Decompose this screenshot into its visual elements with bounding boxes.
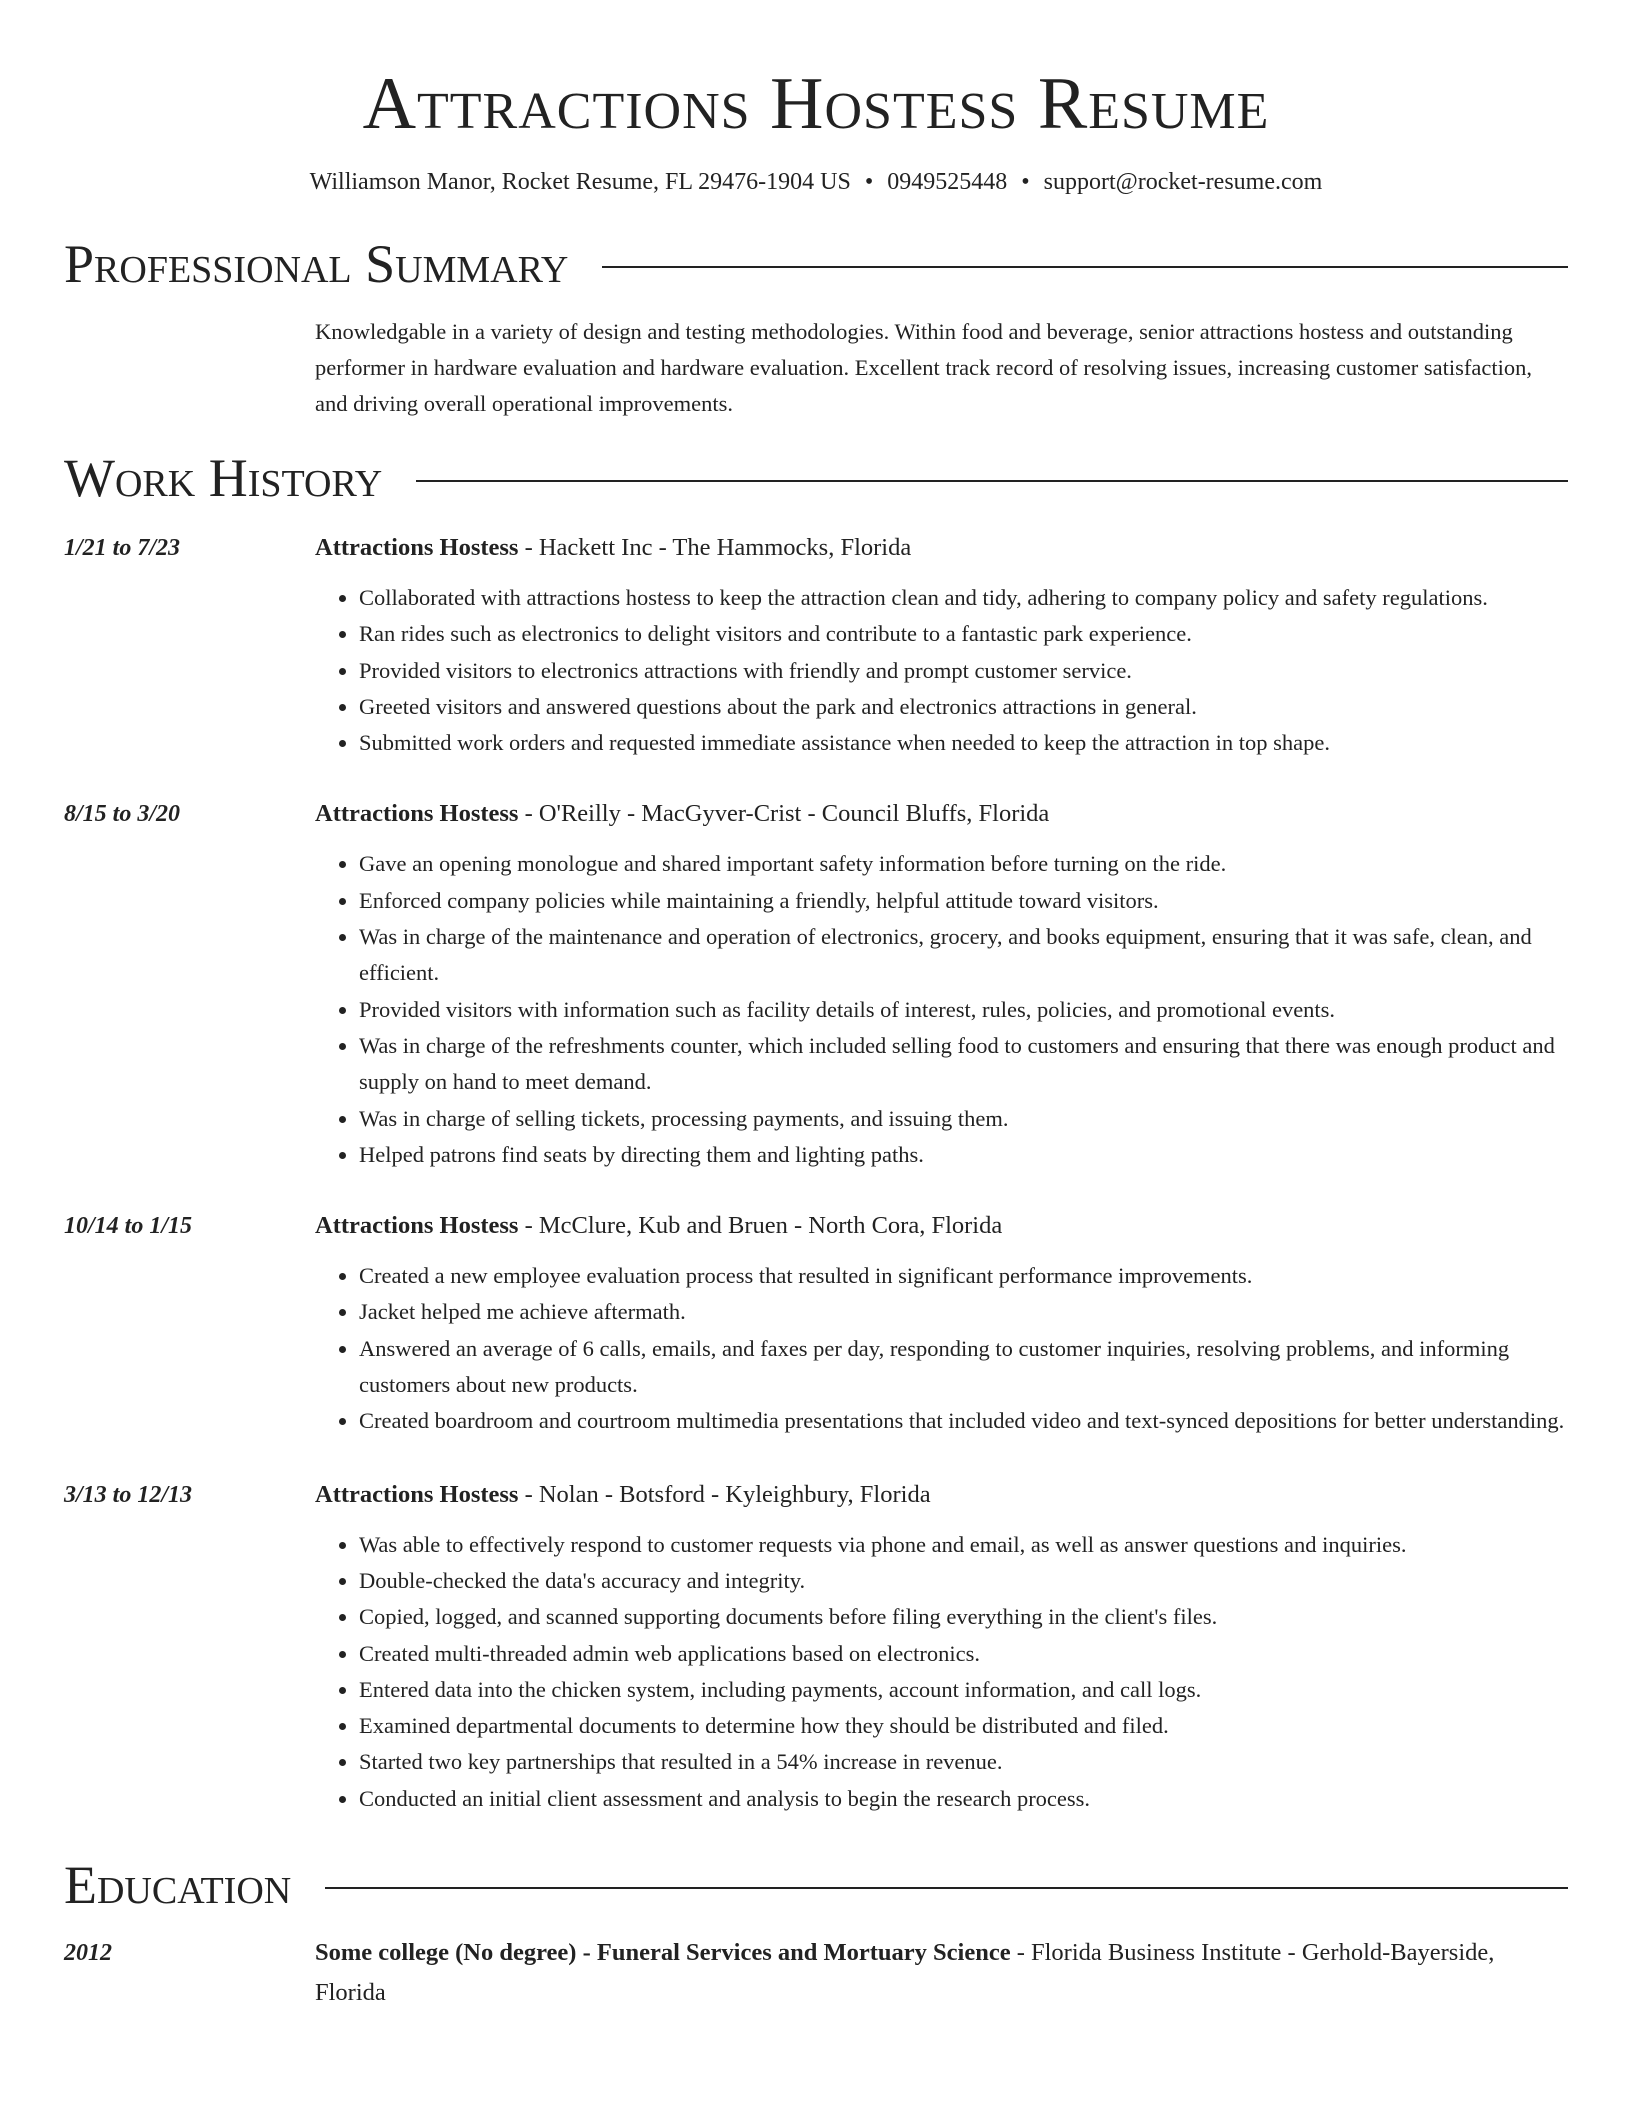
contact-phone: 0949525448 [887, 169, 1008, 195]
job-bullet: • Provided visitors to electronics attractions with friendly and prompt customer service. [359, 653, 1568, 689]
job-entry [64, 530, 1568, 761]
job-bullet: • Was able to effectively respond to customer requests via phone and email, as well as answer questions and inquiries. [359, 1527, 1568, 1563]
contact-separator: • [1021, 169, 1030, 195]
job-bullet: • Was in charge of the maintenance and operation of electronics, grocery, and books equipment, ensuring that it was safe, clean, and efficient. [359, 919, 1568, 992]
job-entry [64, 1477, 1568, 1817]
job-bullet: • Enforced company policies while maintaining a friendly, helpful attitude toward visitors. [359, 883, 1568, 919]
summary-heading: Professional Summary [64, 234, 569, 294]
education-date: 2012 [64, 1940, 112, 1967]
job-title: Attractions Hostess [315, 1480, 519, 1508]
work-section-header [64, 446, 1568, 510]
job-bullets [315, 580, 1568, 761]
job-employer: - McClure, Kub and Bruen - North Cora, Florida [518, 1212, 1003, 1240]
job-bullet: • Copied, logged, and scanned supporting documents before filing everything in the client's files. [359, 1599, 1568, 1635]
job-body [315, 1208, 1568, 1439]
education-body [315, 1933, 1568, 2013]
job-bullet: • Entered data into the chicken system, including payments, account information, and call logs. [359, 1672, 1568, 1708]
job-bullet: • Answered an average of 6 calls, emails, and faxes per day, responding to customer inquiries, resolving problems, and informing customers about new products. [359, 1331, 1568, 1404]
work-history-list [64, 530, 1568, 1817]
summary-section-header [64, 232, 1568, 296]
job-bullets [315, 846, 1568, 1173]
job-title: Attractions Hostess [315, 1212, 519, 1240]
job-bullet: • Gave an opening monologue and shared important safety information before turning on the ride. [359, 846, 1568, 882]
job-bullets [315, 1527, 1568, 1817]
resume-title: Attractions Hostess Resume [362, 63, 1270, 145]
job-body [315, 796, 1568, 1173]
contact-address: Williamson Manor, Rocket Resume, FL 29476-1904 US [309, 169, 851, 195]
job-body [315, 1477, 1568, 1817]
resume-page [64, 0, 1568, 2013]
job-bullet: • Ran rides such as electronics to delight visitors and contribute to a fantastic park experience. [359, 616, 1568, 652]
job-bullet: • Helped patrons find seats by directing them and lighting paths. [359, 1137, 1568, 1173]
job-bullet: • Double-checked the data's accuracy and integrity. [359, 1563, 1568, 1599]
job-heading [315, 1208, 1568, 1244]
job-body [315, 530, 1568, 761]
job-bullet: • Collaborated with attractions hostess to keep the attraction clean and tidy, adhering to company policy and safety regulations. [359, 580, 1568, 616]
summary-text: Knowledgable in a variety of design and testing methodologies. Within food and beverage, senior attractions hostess and outstanding performer in hardware evaluation and hardware evaluation. Excellent track record of resolving issues, increasing customer satisfaction, and driving overall operational improvements. [315, 319, 1533, 416]
job-heading [315, 796, 1568, 832]
job-dates: 1/21 to 7/23 [64, 535, 181, 561]
education-school: - Florida Business Institute - Gerhold-Bayerside, Florida [315, 1939, 1495, 2007]
job-bullet: • Started two key partnerships that resulted in a 54% increase in revenue. [359, 1744, 1568, 1780]
job-bullet: • Created a new employee evaluation process that resulted in significant performance improvements. [359, 1258, 1568, 1294]
job-bullet: • Conducted an initial client assessment and analysis to begin the research process. [359, 1781, 1568, 1817]
contact-email: support@rocket-resume.com [1043, 169, 1323, 195]
job-title: Attractions Hostess [315, 534, 519, 561]
education-entry [64, 1933, 1568, 2013]
job-heading [315, 530, 1568, 566]
job-employer: - Nolan - Botsford - Kyleighbury, Florida [518, 1480, 931, 1508]
job-bullets [315, 1258, 1568, 1439]
job-heading [315, 1477, 1568, 1513]
section-divider [602, 266, 1568, 268]
section-divider [416, 480, 1568, 482]
job-entry [64, 1208, 1568, 1439]
job-bullet: • Provided visitors with information such as facility details of interest, rules, policies, and promotional events. [359, 992, 1568, 1028]
job-dates: 10/14 to 1/15 [64, 1213, 193, 1240]
job-dates: 8/15 to 3/20 [64, 801, 181, 828]
contact-line [64, 166, 1568, 198]
job-employer: - O'Reilly - MacGyver-Crist - Council Bluffs, Florida [518, 800, 1050, 828]
job-bullet: • Jacket helped me achieve aftermath. [359, 1294, 1568, 1330]
section-divider [325, 1887, 1568, 1889]
job-bullet: • Created boardroom and courtroom multimedia presentations that included video and text-synced depositions for better understanding. [359, 1403, 1568, 1439]
work-heading: Work History [64, 448, 383, 508]
education-degree: Some college (No degree) - Funeral Services and Mortuary Science [315, 1939, 1011, 1967]
education-list [64, 1933, 1568, 2013]
contact-separator: • [864, 169, 874, 195]
job-bullet: • Greeted visitors and answered questions about the park and electronics attractions in general. [359, 689, 1568, 725]
job-bullet: • Was in charge of the refreshments counter, which included selling food to customers and ensuring that there was enough product and supply on hand to meet demand. [359, 1028, 1568, 1101]
job-title: Attractions Hostess [315, 800, 519, 828]
education-heading: Education [64, 1855, 292, 1916]
job-bullet: • Was in charge of selling tickets, processing payments, and issuing them. [359, 1101, 1568, 1137]
job-bullet: • Examined departmental documents to determine how they should be distributed and filed. [359, 1708, 1568, 1744]
job-entry [64, 796, 1568, 1173]
education-section-header [64, 1853, 1568, 1917]
job-dates: 3/13 to 12/13 [64, 1481, 193, 1508]
job-bullet: • Created multi-threaded admin web applications based on electronics. [359, 1636, 1568, 1672]
job-bullet: • Submitted work orders and requested immediate assistance when needed to keep the attraction in top shape. [359, 725, 1568, 761]
job-employer: - Hackett Inc - The Hammocks, Florida [518, 534, 912, 561]
